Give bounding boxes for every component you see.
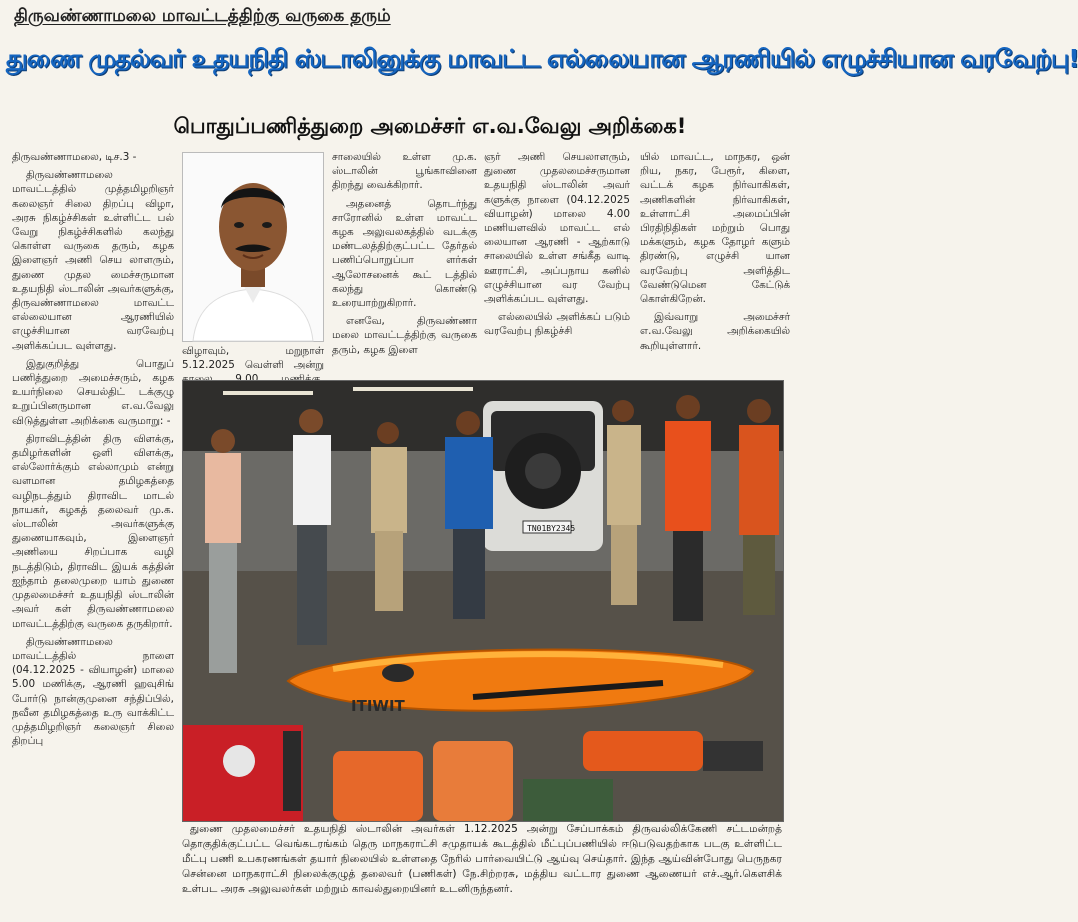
paragraph: யில் மாவட்ட, மாநகர, ஒன் றிய, நகர, பேரூர், கிளை, வட்டக் கழக நிர்வாகிகள், அணிகளின் நிர்வாகிகள், உள்ளாட்சி அமைப்பின் பிரதிநிதிகள் மற்றும் பொது மக்களும், கழக தோழர் களும் திரண்டு, எழுச்சி யான வரவேற்பு அளித்திட வேண்டுமென கேட்டுக் கொள்கிறேன். <box>640 151 790 306</box>
paragraph: சாலையில் உள்ள மு.க. ஸ்டாலின் பூங்காவினை திறந்து வைக்கிறார். <box>332 151 477 192</box>
portrait-illustration <box>183 153 323 341</box>
paragraph: திராவிடத்தின் திரு விளக்கு, தமிழர்களின் ஒளி விளக்கு, எல்லோர்க்கும் எல்லாமும் என்று வளமான தமிழகத்தை வழிநடத்தும் திராவிட மாடல் நாயகர், கழகத் தலைவர் மு.க. ஸ்டாலின் அவர்களுக்கு துணையாகவும், இளைஞர் அணியை சிறப்பாக வழி நடத்திடும், திராவிட இயக் கத்தின் ஐந்தாம் தலைமுறை யாம் துணை முதலமைச்சர் உதயநிதி ஸ்டாலின் அவர் கள் திருவண்ணாமலை மாவட்டத்திற்கு வருகை தருகிறார். <box>12 432 174 630</box>
photo-illustration <box>183 381 783 821</box>
minister-portrait <box>182 152 324 342</box>
paragraph: இதுகுறித்து பொதுப் பணித்துறை அமைச்சரும், கழக உயர்நிலை செயல்திட் டக்குழு உறுப்பினருமான எ.வ.வேலு விடுத்துள்ள அறிக்கை வருமாறு: - <box>12 357 174 427</box>
paragraph: இவ்வாறு அமைச்சர் எ.வ.வேலு அறிக்கையில் கூறியுள்ளார். <box>640 311 790 352</box>
article-column-1 <box>12 150 174 920</box>
paragraph: எனவே, திருவண்ணா மலை மாவட்டத்திற்கு வருகை தரும், கழக இளை <box>332 315 477 356</box>
paragraph: திருவண்ணாமலை மாவட்டத்தில் முத்தமிழறிஞர் கலைஞர் சிலை திறப்பு விழா, அரசு நிகழ்ச்சிகள் உள்ளிட்ட பல் வேறு நிகழ்ச்சிகளில் கலந்து கொள்ள வருகை தரும், கழக இளைஞர் அணி செய லாளரும், துணை முதல மைச்சருமான உதயநிதி ஸ்டாலின் அவர்களுக்கு, திருவண்ணாமலை மாவட்ட எல்லையான ஆரணியில் எழுச்சியான வரவேற்பு அளிக்கப்பட வுள்ளது. <box>12 169 174 352</box>
paragraph: ஞர் அணி செயலாளரும், துணை முதலமைச்சருமான உதயநிதி ஸ்டாலின் அவர் களுக்கு நாளை (04.12.2025 வியாழன்) மாலை 4.00 மணியளவில் மாவட்ட எல் லையான ஆரணி - ஆற்காடு சாலையில் உள்ள சங்கீத வாடி ஊராட்சி, அப்பநாய கனில் எழுச்சியான வர வேற்பு அளிக்கப்பட வுள்ளது. <box>484 151 630 306</box>
kicker-heading: திருவண்ணாமலை மாவட்டத்திற்கு வருகை தரும் <box>14 6 391 26</box>
paragraph: திருவண்ணாமலை மாவட்டத்தில் நாளை (04.12.2025 - வியாழன்) மாலை 5.00 மணிக்கு, ஆரணி ஹவுசிங் போர்டு நான்குமுனை சந்திப்பில், நவீன தமிழகத்தை உரு வாக்கிட்ட முத்தமிழறிஞர் கலைஞர் சிலை திறப்பு <box>12 635 174 748</box>
license-plate: TN01BY2345 <box>527 524 576 533</box>
paragraph: அதனைத் தொடர்ந்து சாரோனில் உள்ள மாவட்ட கழக அலுவலகத்தில் வடக்கு மண்டலத்திற்குட்பட்ட தேர்தல் பணிப்பொறுப்பா ளர்கள் ஆலோசனைக் கூட் டத்தில் கலந்து கொண்டு உரையாற்றுகிறார். <box>332 197 477 310</box>
photo-caption <box>182 822 782 897</box>
article-column-5 <box>640 150 790 368</box>
news-photo <box>182 380 784 822</box>
article-column-3 <box>332 150 477 368</box>
kayak-brand-text: ITIWIT <box>351 697 405 715</box>
paragraph: விழாவும், மறுநாள் 5.12.2025 வெள்ளி அன்று <box>182 345 324 372</box>
dateline: திருவண்ணாமலை, டிச.3 - <box>12 151 137 163</box>
main-headline: துணை முதல்வர் உதயநிதி ஸ்டாலினுக்கு மாவட்ட எல்லையான ஆரணியில் எழுச்சியான வரவேற்பு! <box>6 44 1078 73</box>
article-column-4 <box>484 150 630 368</box>
caption-text: துணை முதலமைச்சர் உதயநிதி ஸ்டாலின் அவர்கள் 1.12.2025 அன்று சேப்பாக்கம் திருவல்லிக்கேணி சட்டமன்றத் தொகுதிக்குட்பட்ட வெங்கடரங்கம் தெரு மாநகராட்சி சமுதாயக் கூடத்தில் மீட்புப்பணியில் ஈடுபடுவதற்காக படகு உள்ளிட்ட மீட்பு பணி உபகரணங்கள் தயார் நிலையில் உள்ளதை நேரில் பார்வையிட்டு ஆய்வு செய்தார். இந்த ஆய்வின்போது பெருநகர சென்னை மாநகராட்சி நிலைக்குழுத் தலைவர் (பணிகள்) நே.சிற்றரசு, மத்திய வட்டார துணை ஆணையர் எச்.ஆர்.கௌசிக் உள்பட அரசு அலுவலர்கள் மற்றும் காவல்துறையினர் உடனிருந்தனர். <box>182 823 782 895</box>
subheadline: பொதுப்பணித்துறை அமைச்சர் எ.வ.வேலு அறிக்கை! <box>173 114 687 138</box>
paragraph: எல்லையில் அளிக்கப் படும் வரவேற்பு நிகழ்ச்சி <box>484 311 630 338</box>
